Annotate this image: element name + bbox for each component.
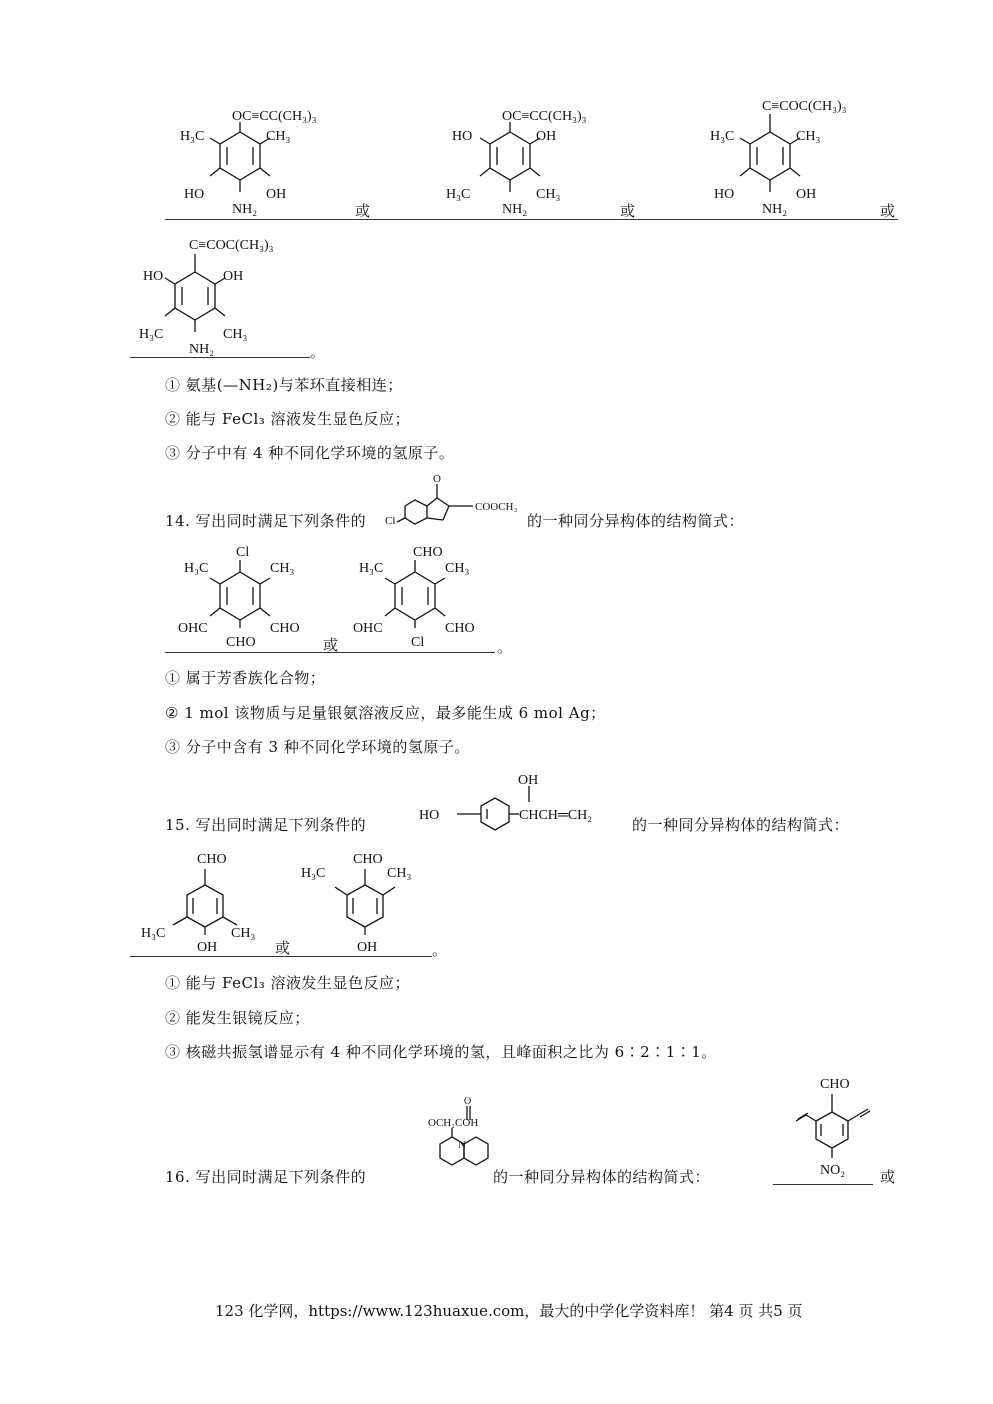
s15-cond-1: ① 能与 FeCl₃ 溶液发生显色反应； [165,974,411,992]
s13-s1-lr: OH [266,187,287,202]
s14-question-post: 的一种同分异构体的结构简式： [527,512,745,530]
s15-question-post: 的一种同分异构体的结构简式： [632,816,850,834]
s15-s1-top: CHO [197,852,227,867]
s13-s3-top: C≡COC(CH₃)₃ [762,99,847,114]
s14-mol-ester: COOCH₃ [475,501,518,513]
s13-s4-ur: OH [223,269,244,284]
s13-s3-bot: NH₂ [762,202,788,217]
s13-s3-ll: HO [714,187,735,202]
s13-structure-3 [700,92,890,220]
s13-or-1: 或 [355,202,371,220]
s16-answer-structure [770,1070,890,1185]
s15-answer-line [130,956,432,957]
s15-cond-2: ② 能发生银镜反应； [165,1009,310,1027]
s16-ans-bot: NO₂ [820,1163,846,1178]
s13-s3-ul: H₃C [710,129,735,144]
s14-end: 。 [497,638,513,656]
s13-or-3: 或 [880,202,896,220]
s14-s1-ll: OHC [178,621,208,636]
s14-s1-ur: CH₃ [270,561,295,576]
s14-mol-o: O [433,473,441,485]
s16-molecule [420,1092,500,1187]
s13-s2-top: OC≡CC(CH₃)₃ [502,109,587,124]
page-footer: 123 化学网，https://www.123huaxue.com，最大的中学化学资料库！ 第4 页 共5 页 [215,1302,803,1320]
s15-end: 。 [432,941,448,959]
s13-s2-ur: OH [536,129,557,144]
s13-s3-lr: OH [796,187,817,202]
s14-or: 或 [323,636,339,654]
s15-s1-ll: H₃C [141,926,166,941]
s16-ans-top: CHO [820,1077,850,1092]
s13-structure-2 [440,100,620,220]
s13-s3-ur: CH₃ [796,129,821,144]
s13-answer-line-2 [130,357,310,358]
s13-answer-line [165,219,898,220]
s16-answer-line [773,1184,873,1185]
s13-cond-3: ③ 分子中有 4 种不同化学环境的氢原子。 [165,444,455,462]
s16-mol-n: N [458,1139,466,1151]
s15-mol-chain: CHCH═CH₂ [519,808,593,823]
s13-structure-1 [170,100,350,220]
s13-s4-ul: HO [143,269,164,284]
s13-s4-ll: H₃C [139,327,164,342]
s16-question-pre: 16. 写出同时满足下列条件的 [165,1168,367,1186]
s15-question-pre: 15. 写出同时满足下列条件的 [165,816,367,834]
s15-s2-ur: CH₃ [387,866,412,881]
s14-s2-ll: OHC [353,621,383,636]
s14-structure-1 [170,540,330,660]
s15-s2-bot: OH [357,940,378,955]
s13-s4-bot: NH₂ [189,342,215,357]
s15-s1-bot: OH [197,940,218,955]
s13-or-2: 或 [620,202,636,220]
s13-s1-ul: H₃C [180,129,205,144]
s15-mol-ho: HO [419,808,440,823]
s16-question-post: 的一种同分异构体的结构简式： [493,1168,711,1186]
s13-s2-bot: NH₂ [502,202,528,217]
s15-or: 或 [275,939,291,957]
s14-mol-cl: Cl [385,515,396,527]
s13-s2-ll: H₃C [446,187,471,202]
s14-s2-top: CHO [413,545,443,560]
s14-cond-1: ① 属于芳香族化合物； [165,669,326,687]
s13-cond-1: ① 氨基(—NH₂)与苯环直接相连； [165,376,403,394]
s14-s2-bot: Cl [411,635,425,650]
s13-s4-lr: CH₃ [223,327,248,342]
s13-s2-ul: HO [452,129,473,144]
s13-structure-4 [135,232,325,357]
s14-s2-lr: CHO [445,621,475,636]
s15-cond-3: ③ 核磁共振氢谱显示有 4 种不同化学环境的氢，且峰面积之比为 6∶2∶1∶1。 [165,1043,717,1061]
s15-mol-oh: OH [518,773,539,788]
s13-s1-bot: NH₂ [232,202,258,217]
s14-s1-ul: H₃C [184,561,209,576]
s13-s1-ll: HO [184,187,205,202]
s13-end: 。 [310,343,326,361]
s13-s1-top: OC≡CC(CH₃)₃ [232,109,317,124]
s14-structure-2 [345,540,505,660]
s14-answer-line [165,652,495,653]
s15-structure-2 [295,845,440,960]
s14-s2-ul: H₃C [359,561,384,576]
s16-mol-sub: OCH₂COH [428,1117,479,1129]
s14-molecule [385,470,530,530]
s16-mol-o: O [464,1096,472,1107]
s13-s1-ur: CH₃ [266,129,291,144]
s14-cond-3: ③ 分子中含有 3 种不同化学环境的氢原子。 [165,738,470,756]
s13-s2-lr: CH₃ [536,187,561,202]
s14-s1-top: Cl [236,545,250,560]
s14-s1-bot: CHO [226,635,256,650]
s13-s4-top: C≡COC(CH₃)₃ [189,238,274,253]
s14-question-pre: 14. 写出同时满足下列条件的 [165,512,367,530]
s13-cond-2: ② 能与 FeCl₃ 溶液发生显色反应； [165,410,411,428]
s16-or: 或 [880,1168,896,1186]
s14-s1-lr: CHO [270,621,300,636]
s15-s1-lr: CH₃ [231,926,256,941]
s15-structure-1 [135,845,280,960]
s15-molecule [415,768,630,838]
s14-cond-2: ② 1 mol 该物质与足量银氨溶液反应，最多能生成 6 mol Ag； [165,704,606,722]
s14-s2-ur: CH₃ [445,561,470,576]
s15-s2-top: CHO [353,852,383,867]
s15-s2-ul: H₃C [301,866,326,881]
